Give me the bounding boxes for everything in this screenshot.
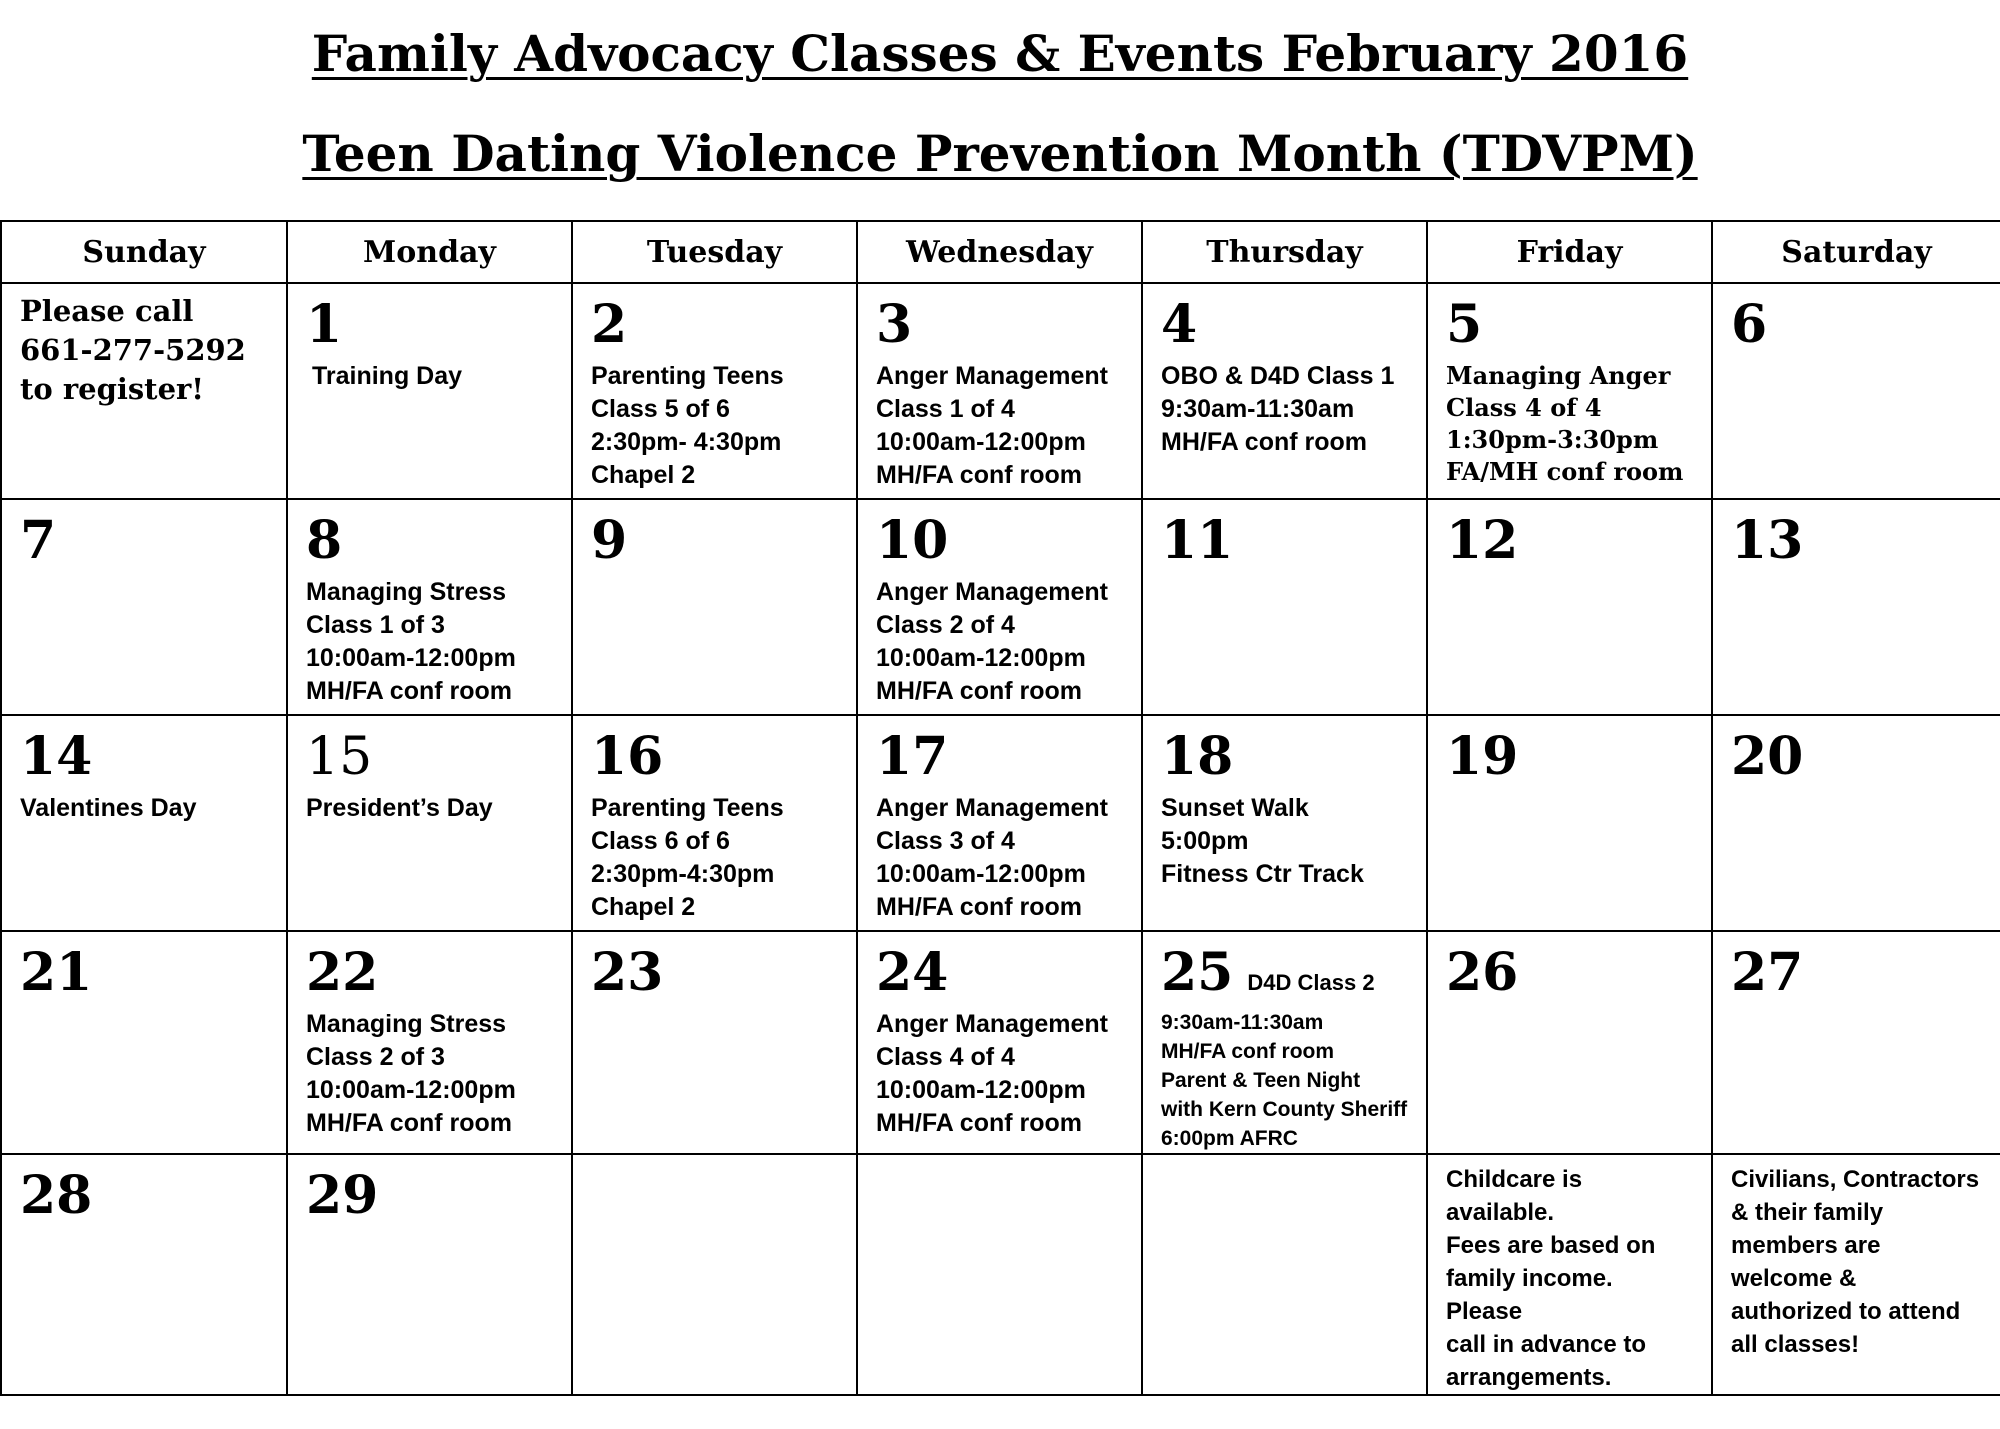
page-title-text: Family Advocacy Classes & Events February 2016 xyxy=(311,24,1689,83)
weekday-header-row xyxy=(1,221,2000,283)
day-number: 7 xyxy=(20,510,57,571)
day-number: 8 xyxy=(306,510,343,571)
week-row-4 xyxy=(1,931,2000,1154)
day-cell-20 xyxy=(1712,715,2000,931)
day-cell-13 xyxy=(1712,499,2000,715)
day-note: D4D Class 2 xyxy=(1247,970,1375,995)
empty-cell xyxy=(857,1154,1142,1395)
day-cell-11 xyxy=(1142,499,1427,715)
day-cell-19 xyxy=(1427,715,1712,931)
day-cell-9 xyxy=(572,499,857,715)
day-cell-27 xyxy=(1712,931,2000,1154)
day-event: Managing Stress Class 2 of 3 10:00am-12:00pm MH/FA conf room xyxy=(306,1010,516,1137)
page-title xyxy=(0,24,2000,84)
civilians-note: Civilians, Contractors & their family members are welcome & authorized to attend all classes! xyxy=(1731,1166,1980,1358)
day-event: Managing Anger Class 4 of 4 1:30pm-3:30pm FA/MH conf room xyxy=(1446,361,1684,486)
weekday-header-monday: Monday xyxy=(287,221,572,283)
weekday-header-tuesday: Tuesday xyxy=(572,221,857,283)
day-cell-3 xyxy=(857,283,1142,499)
day-cell-14 xyxy=(1,715,287,931)
day-event: Sunset Walk 5:00pm Fitness Ctr Track xyxy=(1161,794,1364,888)
empty-cell xyxy=(572,1154,857,1395)
day-number: 26 xyxy=(1446,942,1519,1003)
day-cell-29 xyxy=(287,1154,572,1395)
weekday-header-friday: Friday xyxy=(1427,221,1712,283)
day-number: 24 xyxy=(876,942,949,1003)
day-number: 18 xyxy=(1161,726,1234,787)
page-subtitle-text: Teen Dating Violence Prevention Month (TDVPM) xyxy=(302,124,1698,183)
day-cell-8 xyxy=(287,499,572,715)
day-event: Anger Management Class 4 of 4 10:00am-12:00pm MH/FA conf room xyxy=(876,1010,1108,1137)
day-cell-25 xyxy=(1142,931,1427,1154)
day-cell-24 xyxy=(857,931,1142,1154)
day-cell-15 xyxy=(287,715,572,931)
day-event: President’s Day xyxy=(306,794,493,822)
day-number: 16 xyxy=(591,726,664,787)
register-note: Please call 661-277-5292 to register! xyxy=(20,294,246,406)
day-cell-28 xyxy=(1,1154,287,1395)
day-number: 25 xyxy=(1161,942,1234,1003)
day-number: 5 xyxy=(1446,294,1483,355)
day-cell-23 xyxy=(572,931,857,1154)
childcare-note: Childcare is available. Fees are based on family income. Please call in advance to arrangements. xyxy=(1446,1166,1656,1391)
day-number: 29 xyxy=(306,1165,379,1226)
day-cell-5 xyxy=(1427,283,1712,499)
day-number: 17 xyxy=(876,726,949,787)
calendar-table xyxy=(0,220,2000,1396)
day-number: 15 xyxy=(306,727,373,787)
day-event: Parenting Teens Class 6 of 6 2:30pm-4:30pm Chapel 2 xyxy=(591,794,784,921)
day-cell-1 xyxy=(287,283,572,499)
day-number: 27 xyxy=(1731,942,1804,1003)
day-number: 2 xyxy=(591,294,628,355)
empty-cell xyxy=(1142,1154,1427,1395)
day-number: 13 xyxy=(1731,510,1804,571)
day-cell-26 xyxy=(1427,931,1712,1154)
day-event: Valentines Day xyxy=(20,794,197,822)
day-cell-4 xyxy=(1142,283,1427,499)
day-number: 9 xyxy=(591,510,628,571)
day-event: Managing Stress Class 1 of 3 10:00am-12:00pm MH/FA conf room xyxy=(306,578,516,705)
day-event: Anger Management Class 3 of 4 10:00am-12:00pm MH/FA conf room xyxy=(876,794,1108,921)
page-subtitle xyxy=(0,124,2000,184)
day-number: 1 xyxy=(306,294,343,355)
weekday-header-sunday: Sunday xyxy=(1,221,287,283)
day-number: 21 xyxy=(20,942,93,1003)
day-event: Parenting Teens Class 5 of 6 2:30pm- 4:30pm Chapel 2 xyxy=(591,362,784,489)
day-number: 10 xyxy=(876,510,949,571)
day-cell-22 xyxy=(287,931,572,1154)
day-number: 14 xyxy=(20,726,93,787)
day-cell-21 xyxy=(1,931,287,1154)
register-cell xyxy=(1,283,287,499)
week-row-1 xyxy=(1,283,2000,499)
day-number: 4 xyxy=(1161,294,1198,355)
day-number: 6 xyxy=(1731,294,1768,355)
day-event: 9:30am-11:30am MH/FA conf room Parent & Teen Night with Kern County Sheriff 6:00pm AFRC xyxy=(1161,1011,1408,1150)
day-header xyxy=(1161,938,1410,1008)
day-cell-7 xyxy=(1,499,287,715)
week-row-5 xyxy=(1,1154,2000,1395)
day-number: 20 xyxy=(1731,726,1804,787)
day-number: 19 xyxy=(1446,726,1519,787)
childcare-cell xyxy=(1427,1154,1712,1395)
day-number: 28 xyxy=(20,1165,93,1226)
day-cell-18 xyxy=(1142,715,1427,931)
weekday-header-saturday: Saturday xyxy=(1712,221,2000,283)
week-row-2 xyxy=(1,499,2000,715)
weekday-header-wednesday: Wednesday xyxy=(857,221,1142,283)
week-row-3 xyxy=(1,715,2000,931)
day-event: Anger Management Class 1 of 4 10:00am-12:00pm MH/FA conf room xyxy=(876,362,1108,489)
day-event: OBO & D4D Class 1 9:30am-11:30am MH/FA conf room xyxy=(1161,362,1395,456)
day-number: 23 xyxy=(591,942,664,1003)
day-cell-2 xyxy=(572,283,857,499)
day-event: Anger Management Class 2 of 4 10:00am-12:00pm MH/FA conf room xyxy=(876,578,1108,705)
day-cell-10 xyxy=(857,499,1142,715)
day-cell-6 xyxy=(1712,283,2000,499)
day-cell-16 xyxy=(572,715,857,931)
day-event: Training Day xyxy=(312,362,463,390)
weekday-header-thursday: Thursday xyxy=(1142,221,1427,283)
day-cell-12 xyxy=(1427,499,1712,715)
day-number: 3 xyxy=(876,294,913,355)
day-number: 22 xyxy=(306,942,379,1003)
civilians-cell xyxy=(1712,1154,2000,1395)
day-number: 12 xyxy=(1446,510,1519,571)
day-cell-17 xyxy=(857,715,1142,931)
day-number: 11 xyxy=(1161,510,1234,571)
